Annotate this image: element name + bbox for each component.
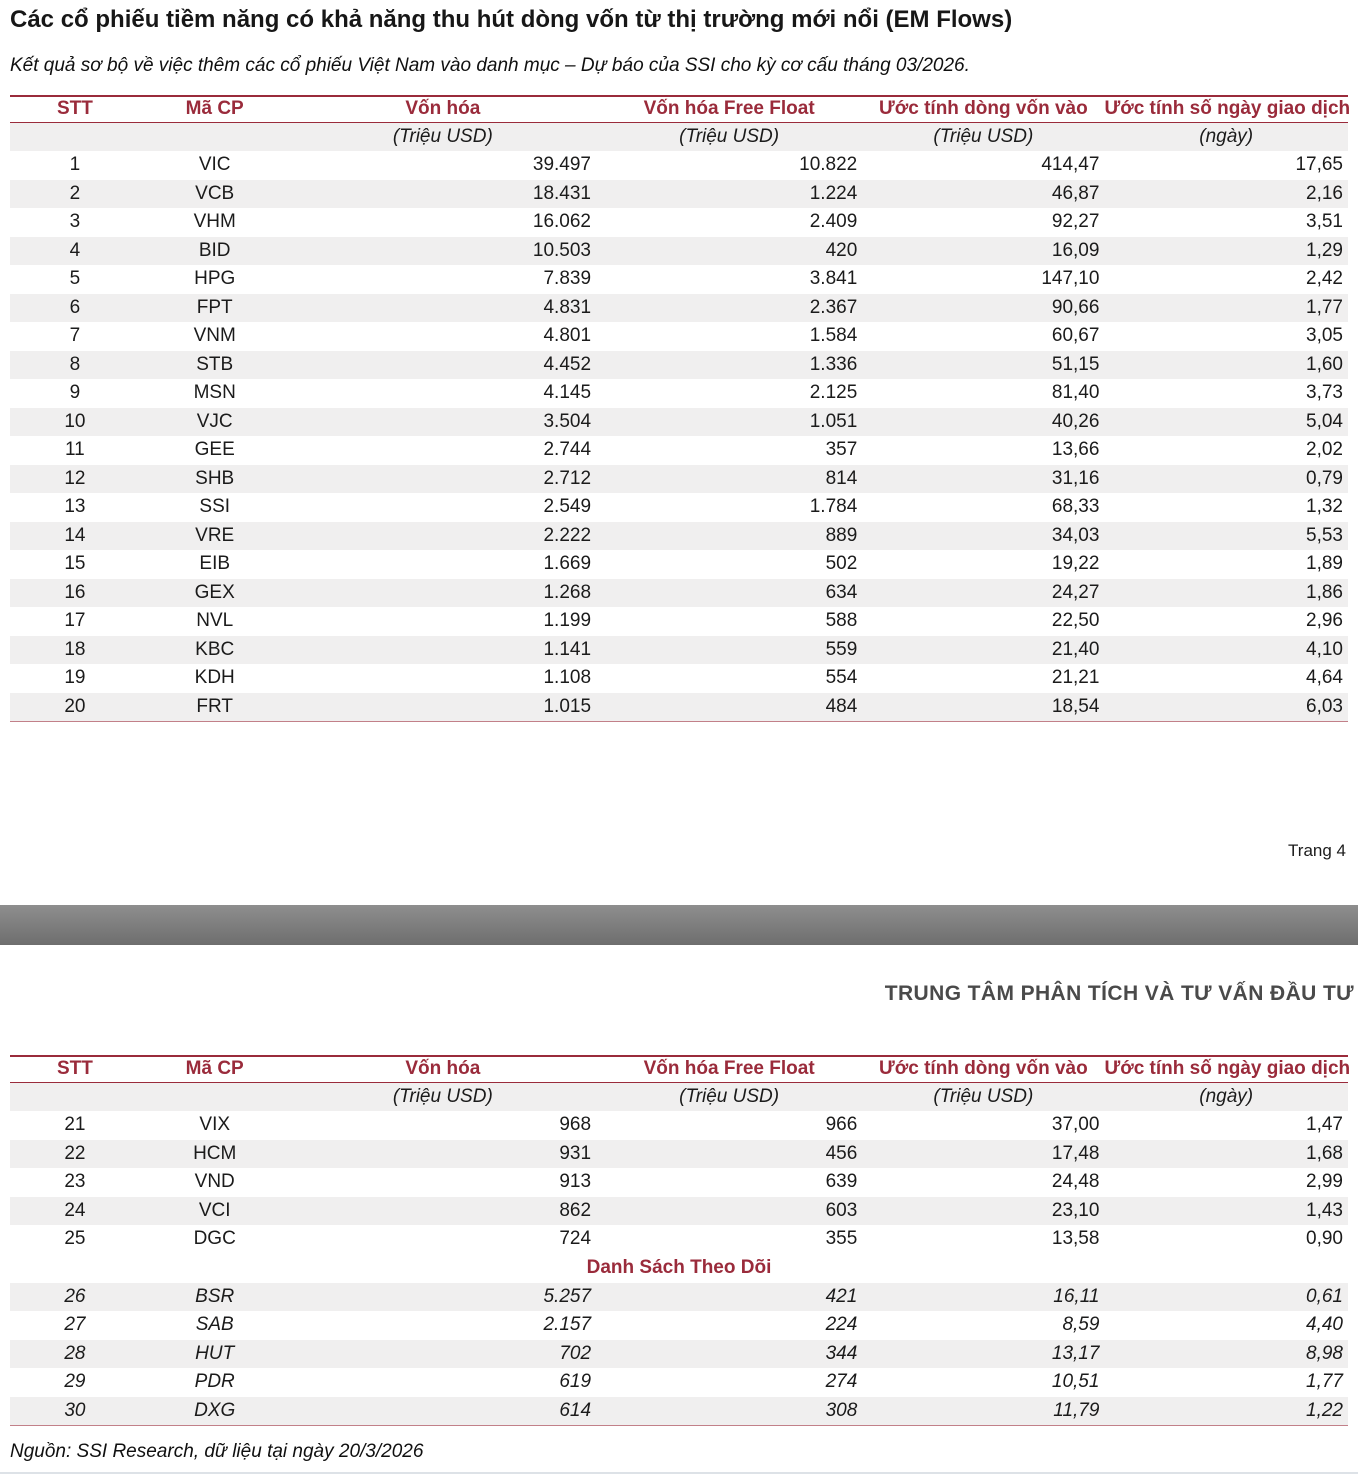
ticker-cell: GEE (194, 439, 235, 461)
value-cell: 931 (290, 1140, 596, 1169)
value-cell: 16,09 (862, 237, 1104, 266)
column-unit: (Triệu USD) (596, 1082, 862, 1111)
page-number: Trang 4 (1288, 841, 1346, 860)
em-flows-table-page4 (10, 95, 1351, 722)
watchlist-stock-row (10, 1311, 1348, 1340)
stt-cell: 28 (10, 1340, 140, 1369)
column-unit (140, 1082, 290, 1111)
stt-cell: 18 (10, 636, 140, 665)
stt-cell: 9 (69, 382, 81, 404)
ticker-cell: NVL (196, 610, 234, 632)
value-cell: 357 (825, 439, 858, 461)
value-cell: 554 (825, 667, 858, 689)
value-cell: 19,22 (1051, 553, 1100, 575)
value-cell: 862 (290, 1197, 596, 1226)
value-cell: 5,53 (1104, 522, 1348, 551)
column-unit: (Triệu USD) (290, 1082, 596, 1111)
stt-cell: 14 (10, 522, 140, 551)
value-cell: 344 (596, 1340, 862, 1369)
value-cell: 10.822 (799, 154, 858, 176)
value-cell: 614 (290, 1397, 596, 1426)
stt-cell: 26 (10, 1283, 140, 1312)
column-unit (10, 122, 140, 151)
value-cell: 420 (596, 237, 862, 266)
value-cell: 5.257 (290, 1283, 596, 1312)
value-cell: 60,67 (1051, 325, 1100, 347)
value-cell: 3.504 (290, 408, 596, 437)
stt-cell: 24 (10, 1197, 140, 1226)
value-cell: 0,79 (1104, 465, 1348, 494)
stt-cell: 16 (10, 579, 140, 608)
page-subtitle: Kết quả sơ bộ về việc thêm các cổ phiếu Việt Nam vào danh mục – Dự báo của SSI cho kỳ cơ cấu tháng 03/2026. (10, 55, 970, 76)
stock-row (10, 1168, 1348, 1197)
value-cell: 2,02 (1306, 439, 1343, 461)
ticker-cell: VCB (140, 180, 290, 209)
value-cell: 634 (596, 579, 862, 608)
value-cell: 13,58 (1051, 1228, 1100, 1250)
stt-cell: 29 (64, 1371, 86, 1393)
ticker-cell: FRT (140, 693, 290, 722)
ticker-cell: BSR (140, 1283, 290, 1312)
value-cell: 40,26 (862, 408, 1104, 437)
value-cell: 16.062 (532, 211, 592, 233)
stt-cell: 1 (69, 154, 81, 176)
value-cell: 6,03 (1104, 693, 1348, 722)
stt-cell: 23 (64, 1171, 86, 1193)
stock-row (10, 636, 1348, 665)
value-cell: 3,05 (1306, 325, 1343, 347)
stock-row (10, 294, 1348, 323)
value-cell: 355 (825, 1228, 858, 1250)
column-header: Ước tính số ngày giao dịch (1104, 1056, 1348, 1082)
value-cell: 224 (825, 1314, 858, 1336)
header-row (10, 1056, 1348, 1082)
ticker-cell: FPT (140, 294, 290, 323)
value-cell: 1,29 (1104, 237, 1348, 266)
stock-row (10, 265, 1348, 294)
stt-cell: 3 (69, 211, 81, 233)
ticker-cell: EIB (199, 553, 231, 575)
value-cell: 34,03 (862, 522, 1104, 551)
stock-row (10, 322, 1348, 351)
value-cell: 1.336 (596, 351, 862, 380)
column-unit: (Triệu USD) (596, 122, 862, 151)
stock-row (10, 151, 1348, 180)
value-cell: 1.015 (290, 693, 596, 722)
column-unit: (Triệu USD) (862, 1082, 1104, 1111)
column-header: Vốn hóa Free Float (596, 1056, 862, 1082)
ticker-cell: BID (140, 237, 290, 266)
stt-cell: 12 (10, 465, 140, 494)
value-cell: 1.224 (596, 180, 862, 209)
value-cell: 18.431 (290, 180, 596, 209)
stt-cell: 8 (10, 351, 140, 380)
value-cell: 889 (596, 522, 862, 551)
value-cell: 2.222 (290, 522, 596, 551)
column-header: Vốn hóa (290, 96, 596, 122)
value-cell: 68,33 (1051, 496, 1100, 518)
stock-row (10, 208, 1348, 237)
value-cell: 484 (596, 693, 862, 722)
stt-cell: 15 (64, 553, 86, 575)
value-cell: 1,89 (1306, 553, 1343, 575)
value-cell: 1.784 (809, 496, 858, 518)
watchlist-stock-row (10, 1340, 1348, 1369)
ticker-cell: HUT (140, 1340, 290, 1369)
value-cell: 10,51 (1051, 1371, 1100, 1393)
stt-cell: 4 (10, 237, 140, 266)
ticker-cell: DGC (193, 1228, 236, 1250)
column-unit (140, 122, 290, 151)
value-cell: 2,96 (1306, 610, 1343, 632)
value-cell: 2.409 (809, 211, 858, 233)
column-header: Mã CP (140, 1056, 290, 1082)
value-cell: 1.199 (543, 610, 592, 632)
value-cell: 46,87 (862, 180, 1104, 209)
ticker-cell: DXG (140, 1397, 290, 1426)
value-cell: 147,10 (1041, 268, 1100, 290)
value-cell: 1.051 (596, 408, 862, 437)
stock-row (10, 379, 1348, 408)
value-cell: 968 (559, 1114, 592, 1136)
value-cell: 456 (596, 1140, 862, 1169)
value-cell: 639 (825, 1171, 858, 1193)
value-cell: 39.497 (532, 154, 592, 176)
value-cell: 1,43 (1104, 1197, 1348, 1226)
watchlist-section-label: Danh Sách Theo Dõi (586, 1257, 772, 1278)
stt-cell: 17 (64, 610, 86, 632)
value-cell: 702 (290, 1340, 596, 1369)
value-cell: 1,47 (1306, 1114, 1343, 1136)
stock-row (10, 1111, 1348, 1140)
column-header: STT (10, 1056, 140, 1082)
stt-cell: 19 (64, 667, 86, 689)
value-cell: 4,40 (1306, 1314, 1343, 1336)
ticker-cell: STB (140, 351, 290, 380)
value-cell: 13,66 (1051, 439, 1100, 461)
stt-cell: 22 (10, 1140, 140, 1169)
stock-row (10, 408, 1348, 437)
stt-cell: 30 (10, 1397, 140, 1426)
ticker-cell: HCM (140, 1140, 290, 1169)
ticker-cell: KDH (194, 667, 235, 689)
ticker-cell: MSN (193, 382, 236, 404)
header-row (10, 96, 1348, 122)
stt-cell: 11 (65, 439, 85, 461)
stt-cell: 13 (64, 496, 86, 518)
value-cell: 7.839 (543, 268, 592, 290)
value-cell: 3.841 (809, 268, 858, 290)
value-cell: 23,10 (862, 1197, 1104, 1226)
ticker-cell: VHM (193, 211, 236, 233)
value-cell: 1.669 (543, 553, 592, 575)
value-cell: 37,00 (1051, 1114, 1100, 1136)
value-cell: 2.157 (543, 1314, 592, 1336)
stock-row (10, 493, 1348, 522)
value-cell: 4.801 (543, 325, 592, 347)
value-cell: 10.503 (290, 237, 596, 266)
source-note: Nguồn: SSI Research, dữ liệu tại ngày 20/3/2026 (10, 1441, 424, 1462)
value-cell: 502 (825, 553, 858, 575)
value-cell: 24,27 (862, 579, 1104, 608)
column-header: Ước tính dòng vốn vào (862, 96, 1104, 122)
value-cell: 619 (559, 1371, 592, 1393)
value-cell: 913 (559, 1171, 592, 1193)
value-cell: 2.744 (543, 439, 592, 461)
department-header: TRUNG TÂM PHÂN TÍCH VÀ TƯ VẤN ĐẦU TƯ (884, 982, 1354, 1005)
value-cell: 1,22 (1104, 1397, 1348, 1426)
stt-cell: 10 (10, 408, 140, 437)
ticker-cell: VND (194, 1171, 235, 1193)
value-cell: 0,90 (1306, 1228, 1343, 1250)
value-cell: 2.125 (809, 382, 858, 404)
column-unit: (ngày) (1104, 122, 1348, 151)
stt-cell: 25 (64, 1228, 86, 1250)
ticker-cell: HPG (194, 268, 236, 290)
value-cell: 16,11 (862, 1283, 1104, 1312)
value-cell: 1.584 (809, 325, 858, 347)
value-cell: 8,98 (1104, 1340, 1348, 1369)
value-cell: 22,50 (1051, 610, 1100, 632)
value-cell: 421 (596, 1283, 862, 1312)
value-cell: 2,16 (1104, 180, 1348, 209)
value-cell: 966 (825, 1114, 858, 1136)
value-cell: 4.452 (290, 351, 596, 380)
value-cell: 4,10 (1104, 636, 1348, 665)
stt-cell: 20 (10, 693, 140, 722)
ticker-cell: PDR (194, 1371, 235, 1393)
value-cell: 0,61 (1104, 1283, 1348, 1312)
stock-row (10, 664, 1348, 693)
watchlist-stock-row (10, 1397, 1348, 1426)
value-cell: 21,40 (862, 636, 1104, 665)
stt-cell: 27 (64, 1314, 86, 1336)
value-cell: 17,48 (862, 1140, 1104, 1169)
ticker-cell: VNM (193, 325, 236, 347)
stt-cell: 6 (10, 294, 140, 323)
stock-row (10, 1140, 1348, 1169)
value-cell: 8,59 (1062, 1314, 1100, 1336)
value-cell: 81,40 (1051, 382, 1100, 404)
value-cell: 4.831 (290, 294, 596, 323)
column-unit: (ngày) (1104, 1082, 1348, 1111)
value-cell: 1.108 (543, 667, 592, 689)
value-cell: 1,60 (1104, 351, 1348, 380)
stock-row (10, 693, 1348, 722)
value-cell: 1.141 (290, 636, 596, 665)
stock-row (10, 1197, 1348, 1226)
value-cell: 90,66 (862, 294, 1104, 323)
value-cell: 1,77 (1104, 294, 1348, 323)
column-header: Vốn hóa Free Float (596, 96, 862, 122)
value-cell: 4.145 (543, 382, 592, 404)
value-cell: 1.268 (290, 579, 596, 608)
value-cell: 1,32 (1306, 496, 1343, 518)
column-unit: (Triệu USD) (290, 122, 596, 151)
value-cell: 31,16 (862, 465, 1104, 494)
value-cell: 51,15 (862, 351, 1104, 380)
value-cell: 2.712 (290, 465, 596, 494)
value-cell: 1,86 (1104, 579, 1348, 608)
value-cell: 24,48 (1051, 1171, 1100, 1193)
unit-row (10, 122, 1348, 151)
value-cell: 1,68 (1104, 1140, 1348, 1169)
ticker-cell: GEX (140, 579, 290, 608)
column-header: Ước tính dòng vốn vào (862, 1056, 1104, 1082)
stock-row (10, 1225, 1348, 1254)
value-cell: 3,73 (1306, 382, 1343, 404)
column-header: Vốn hóa (290, 1056, 596, 1082)
stock-row (10, 465, 1348, 494)
value-cell: 18,54 (862, 693, 1104, 722)
stock-row (10, 522, 1348, 551)
value-cell: 17,65 (1295, 154, 1343, 176)
ticker-cell: VIX (199, 1114, 231, 1136)
page-title: Các cổ phiếu tiềm năng có khả năng thu hút dòng vốn từ thị trường mới nổi (EM Flows) (10, 6, 1013, 33)
stt-cell: 7 (69, 325, 81, 347)
stt-cell: 5 (69, 268, 81, 290)
ticker-cell: SSI (199, 496, 231, 518)
page-bottom-rule (0, 1472, 1358, 1474)
ticker-cell: VCI (140, 1197, 290, 1226)
stt-cell: 21 (64, 1114, 86, 1136)
unit-row (10, 1082, 1348, 1111)
value-cell: 92,27 (1051, 211, 1100, 233)
watchlist-section-row (10, 1254, 1348, 1283)
column-header: STT (10, 96, 140, 122)
value-cell: 603 (596, 1197, 862, 1226)
value-cell: 308 (596, 1397, 862, 1426)
em-flows-table-page5 (10, 1055, 1351, 1426)
value-cell: 21,21 (1051, 667, 1100, 689)
column-header: Ước tính số ngày giao dịch (1104, 96, 1348, 122)
ticker-cell: KBC (140, 636, 290, 665)
column-unit (10, 1082, 140, 1111)
value-cell: 11,79 (862, 1397, 1104, 1426)
ticker-cell: SHB (140, 465, 290, 494)
stock-row (10, 550, 1348, 579)
value-cell: 414,47 (1041, 154, 1100, 176)
stock-row (10, 607, 1348, 636)
ticker-cell: VIC (198, 154, 231, 176)
stock-row (10, 436, 1348, 465)
watchlist-stock-row (10, 1283, 1348, 1312)
ticker-cell: SAB (195, 1314, 234, 1336)
stock-row (10, 237, 1348, 266)
value-cell: 274 (825, 1371, 858, 1393)
value-cell: 4,64 (1306, 667, 1343, 689)
value-cell: 2,99 (1306, 1171, 1343, 1193)
watchlist-stock-row (10, 1368, 1348, 1397)
column-header: Mã CP (140, 96, 290, 122)
stt-cell: 2 (10, 180, 140, 209)
stock-row (10, 579, 1348, 608)
value-cell: 3,51 (1306, 211, 1343, 233)
value-cell: 2.549 (543, 496, 592, 518)
value-cell: 1,77 (1306, 1371, 1343, 1393)
value-cell: 814 (596, 465, 862, 494)
ticker-cell: VJC (140, 408, 290, 437)
value-cell: 559 (596, 636, 862, 665)
value-cell: 724 (559, 1228, 592, 1250)
ticker-cell: VRE (140, 522, 290, 551)
value-cell: 588 (825, 610, 858, 632)
stock-row (10, 180, 1348, 209)
value-cell: 2.367 (596, 294, 862, 323)
stock-row (10, 351, 1348, 380)
value-cell: 5,04 (1104, 408, 1348, 437)
value-cell: 13,17 (862, 1340, 1104, 1369)
section-divider-bar (0, 905, 1358, 945)
value-cell: 2,42 (1306, 268, 1343, 290)
column-unit: (Triệu USD) (862, 122, 1104, 151)
